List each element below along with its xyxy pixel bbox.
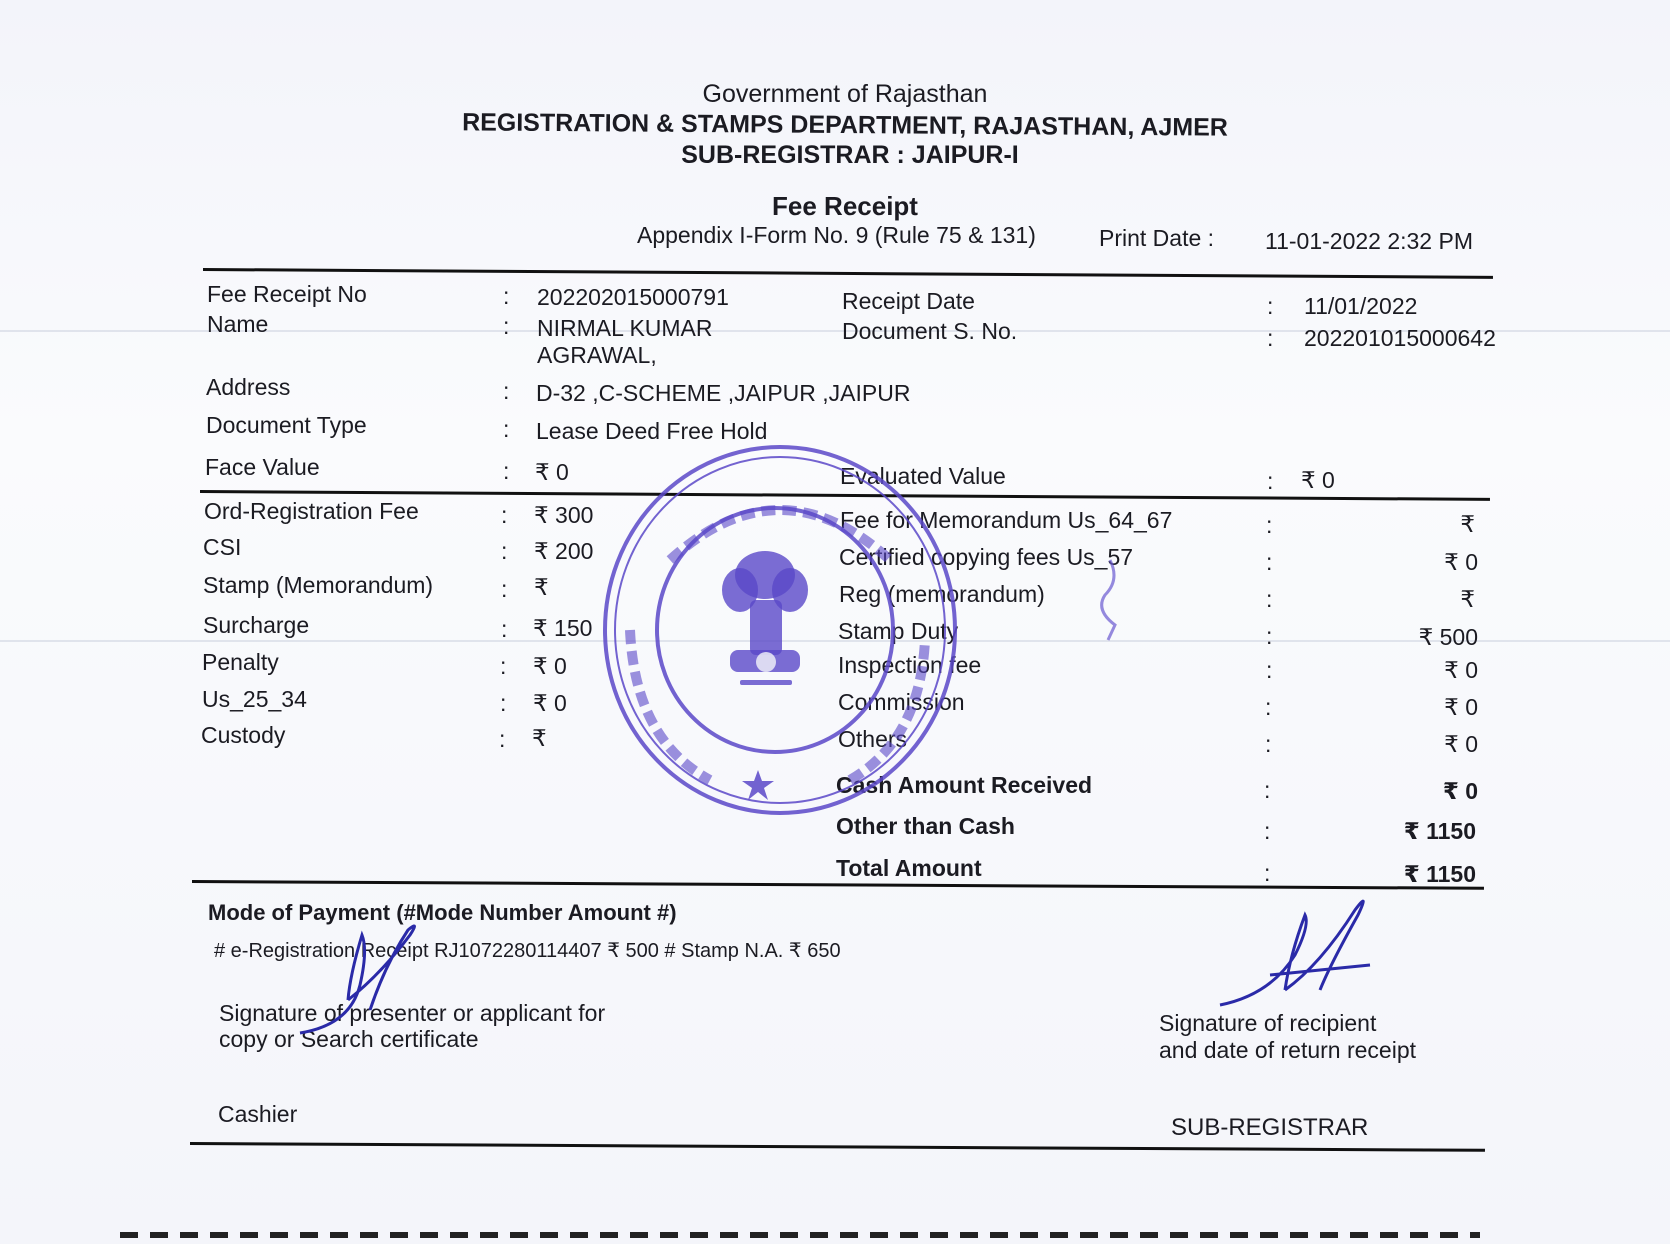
name-label: Name xyxy=(207,311,269,337)
fee-label: Others xyxy=(838,726,908,752)
colon: : xyxy=(501,576,508,602)
fee-label: Custody xyxy=(201,722,286,748)
payment-heading: Mode of Payment (#Mode Number Amount #) xyxy=(208,900,677,925)
fee-label: Inspection fee xyxy=(838,652,982,678)
colon: : xyxy=(1266,623,1273,649)
fee-label: CSI xyxy=(203,534,242,560)
colon: : xyxy=(503,283,510,309)
fee-label: Penalty xyxy=(202,649,279,675)
fee-value: ₹ 150 xyxy=(533,615,593,641)
colon: : xyxy=(1266,512,1273,538)
colon: : xyxy=(501,538,508,564)
colon: : xyxy=(503,416,510,442)
fee-label: Certified copying fees Us_57 xyxy=(839,544,1134,570)
fee-value: ₹ 0 xyxy=(533,690,567,716)
total-amount-label: Total Amount xyxy=(836,855,982,881)
address-label: Address xyxy=(206,374,291,400)
fee-value: ₹ xyxy=(532,725,547,751)
tear-line xyxy=(120,1232,1480,1238)
fee-label: Us_25_34 xyxy=(202,686,307,712)
evaluated-value-label: Evaluated Value xyxy=(840,463,1006,489)
receipt-date-value: 11/01/2022 xyxy=(1304,293,1418,319)
colon: : xyxy=(501,616,508,642)
colon: : xyxy=(1267,325,1274,351)
fee-label: Stamp (Memorandum) xyxy=(203,572,434,598)
face-value-label: Face Value xyxy=(205,454,320,480)
fee-label: Fee for Memorandum Us_64_67 xyxy=(840,507,1173,533)
top-rule xyxy=(203,268,1493,279)
form-reference: Appendix I-Form No. 9 (Rule 75 & 131) xyxy=(637,222,1036,248)
receipt-date-label: Receipt Date xyxy=(842,288,975,314)
fee-value: ₹ xyxy=(1460,511,1475,537)
print-date-value: 11-01-2022 2:32 PM xyxy=(1265,228,1473,254)
page-title: Fee Receipt xyxy=(772,191,918,221)
sub-registrar-title: SUB-REGISTRAR : JAIPUR-I xyxy=(681,141,1019,169)
payment-details: # e-Registration Receipt RJ1072280114407 ₹ 500 # Stamp N.A. ₹ 650 xyxy=(214,940,841,962)
fee-receipt-no-value: 202202015000791 xyxy=(537,284,729,310)
fee-value: ₹ xyxy=(1460,586,1475,612)
fee-label: Surcharge xyxy=(203,612,310,638)
fee-value: ₹ 200 xyxy=(534,538,594,564)
print-date-label: Print Date : xyxy=(1099,225,1215,251)
cash-amount-value: ₹ 0 xyxy=(1442,778,1478,804)
colon: : xyxy=(1266,586,1273,612)
fee-value: ₹ 0 xyxy=(1444,549,1478,575)
fee-value: ₹ 300 xyxy=(534,502,594,528)
colon: : xyxy=(500,690,507,716)
presenter-signature-label-line1: Signature of presenter or applicant for xyxy=(219,1000,606,1026)
bottom-rule xyxy=(190,1142,1485,1152)
department-title: REGISTRATION & STAMPS DEPARTMENT, RAJASTHAN, AJMER xyxy=(462,108,1228,142)
recipient-signature-label-line2: and date of return receipt xyxy=(1159,1037,1416,1063)
colon: : xyxy=(1266,549,1273,575)
document-type-label: Document Type xyxy=(206,412,367,438)
address-value: D-32 ,C-SCHEME ,JAIPUR ,JAIPUR xyxy=(536,380,911,406)
sub-registrar-label: SUB-REGISTRAR xyxy=(1171,1114,1369,1141)
colon: : xyxy=(1265,694,1272,720)
fee-label: Commission xyxy=(838,689,965,715)
colon: : xyxy=(501,502,508,528)
name-value-line1: NIRMAL KUMAR xyxy=(537,315,713,341)
name-value-line2: AGRAWAL, xyxy=(537,342,657,368)
colon: : xyxy=(500,653,507,679)
recipient-signature-label-line1: Signature of recipient xyxy=(1159,1010,1377,1036)
fee-value: ₹ 0 xyxy=(1444,731,1478,757)
fee-label: Ord-Registration Fee xyxy=(204,498,419,524)
colon: : xyxy=(1264,860,1271,886)
total-amount-value: ₹ 1150 xyxy=(1403,861,1476,887)
face-value-value: ₹ 0 xyxy=(535,459,569,485)
fee-value: ₹ 500 xyxy=(1418,624,1478,650)
colon: : xyxy=(1264,777,1271,803)
colon: : xyxy=(503,313,510,339)
star-icon xyxy=(742,770,774,800)
govt-title: Government of Rajasthan xyxy=(702,80,988,108)
colon: : xyxy=(1267,293,1274,319)
colon: : xyxy=(1267,468,1274,494)
cashier-label: Cashier xyxy=(218,1101,298,1127)
fee-value: ₹ 0 xyxy=(1444,657,1478,683)
presenter-signature-label-line2: copy or Search certificate xyxy=(219,1026,479,1052)
colon: : xyxy=(503,458,510,484)
fee-value: ₹ 0 xyxy=(533,653,567,679)
colon: : xyxy=(1264,818,1271,844)
fee-receipt-no-label: Fee Receipt No xyxy=(207,281,367,307)
colon: : xyxy=(1265,731,1272,757)
other-than-cash-label: Other than Cash xyxy=(836,813,1015,839)
recipient-signature xyxy=(1210,895,1410,1015)
cash-amount-label: Cash Amount Received xyxy=(836,772,1093,798)
document-sno-value: 202201015000642 xyxy=(1304,325,1496,351)
fee-value: ₹ xyxy=(534,574,549,600)
fee-label: Stamp Duty xyxy=(838,618,959,644)
colon: : xyxy=(499,726,506,752)
document-type-value: Lease Deed Free Hold xyxy=(536,418,768,444)
emblem-icon xyxy=(722,551,808,685)
colon: : xyxy=(503,378,510,404)
colon: : xyxy=(1266,657,1273,683)
fee-label: Reg (memorandum) xyxy=(839,581,1045,607)
document-sno-label: Document S. No. xyxy=(842,318,1018,344)
fee-value: ₹ 0 xyxy=(1444,694,1478,720)
other-than-cash-value: ₹ 1150 xyxy=(1403,818,1476,844)
evaluated-value-value: ₹ 0 xyxy=(1301,467,1335,493)
